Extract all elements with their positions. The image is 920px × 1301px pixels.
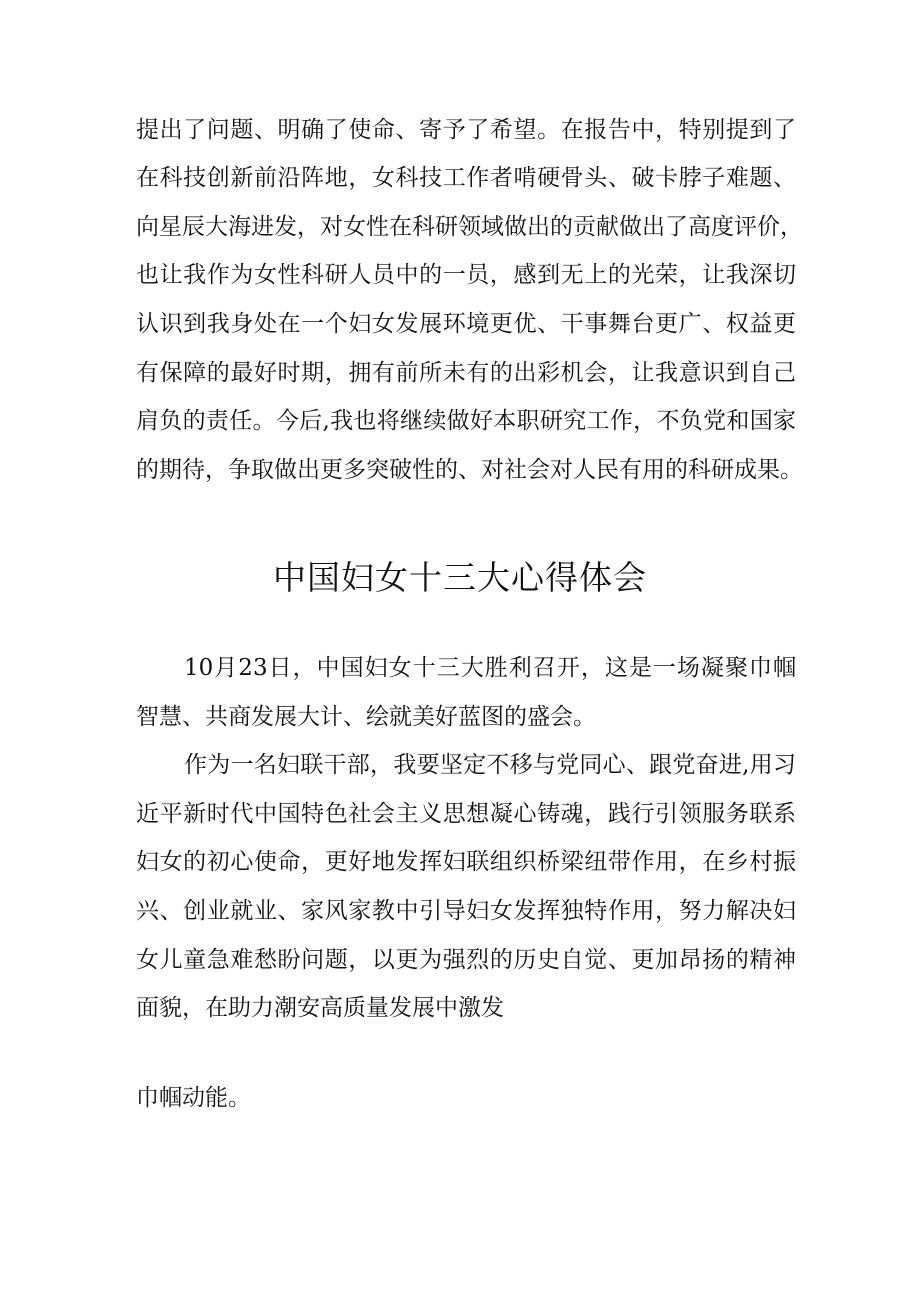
body-line: 10月23日，中国妇女十三大胜利召开，这是一场凝聚巾帼 bbox=[184, 655, 796, 681]
body-line: 面貌，在助力潮安高质量发展中激发 bbox=[136, 995, 504, 1021]
body-line: 肩负的责任。今后,我也将继续做好本职研究工作，不负党和国家 bbox=[136, 408, 796, 434]
body-line: 作为一名妇联干部，我要坚定不移与党同心、跟党奋进,用习 bbox=[184, 752, 796, 778]
section-title: 中国妇女十三大心得体会 bbox=[273, 558, 647, 597]
body-line: 有保障的最好时期，拥有前所未有的出彩机会，让我意识到自己 bbox=[136, 360, 796, 386]
body-line: 妇女的初心使命，更好地发挥妇联组织桥梁纽带作用，在乡村振 bbox=[136, 849, 796, 875]
body-line: 近平新时代中国特色社会主义思想凝心铸魂，践行引领服务联系 bbox=[136, 801, 796, 827]
body-line: 认识到我身处在一个妇女发展环境更优、干事舞台更广、权益更 bbox=[136, 311, 796, 337]
body-line: 的期待，争取做出更多突破性的、对社会对人民有用的科研成果。 bbox=[136, 457, 803, 483]
body-line: 在科技创新前沿阵地，女科技工作者啃硬骨头、破卡脖子难题、 bbox=[136, 165, 796, 191]
body-line: 也让我作为女性科研人员中的一员，感到无上的光荣，让我深切 bbox=[136, 262, 796, 288]
body-line: 提出了问题、明确了使命、寄予了希望。在报告中，特别提到了 bbox=[136, 117, 796, 143]
body-line: 兴、创业就业、家风家教中引导妇女发挥独特作用，努力解决妇 bbox=[136, 898, 796, 924]
body-line: 向星辰大海进发，对女性在科研领域做出的贡献做出了高度评价， bbox=[136, 214, 803, 240]
body-line: 巾帼动能。 bbox=[136, 1085, 251, 1111]
body-line: 智慧、共商发展大计、绘就美好蓝图的盛会。 bbox=[136, 704, 596, 730]
body-line: 女儿童急难愁盼问题，以更为强烈的历史自觉、更加昂扬的精神 bbox=[136, 947, 796, 973]
